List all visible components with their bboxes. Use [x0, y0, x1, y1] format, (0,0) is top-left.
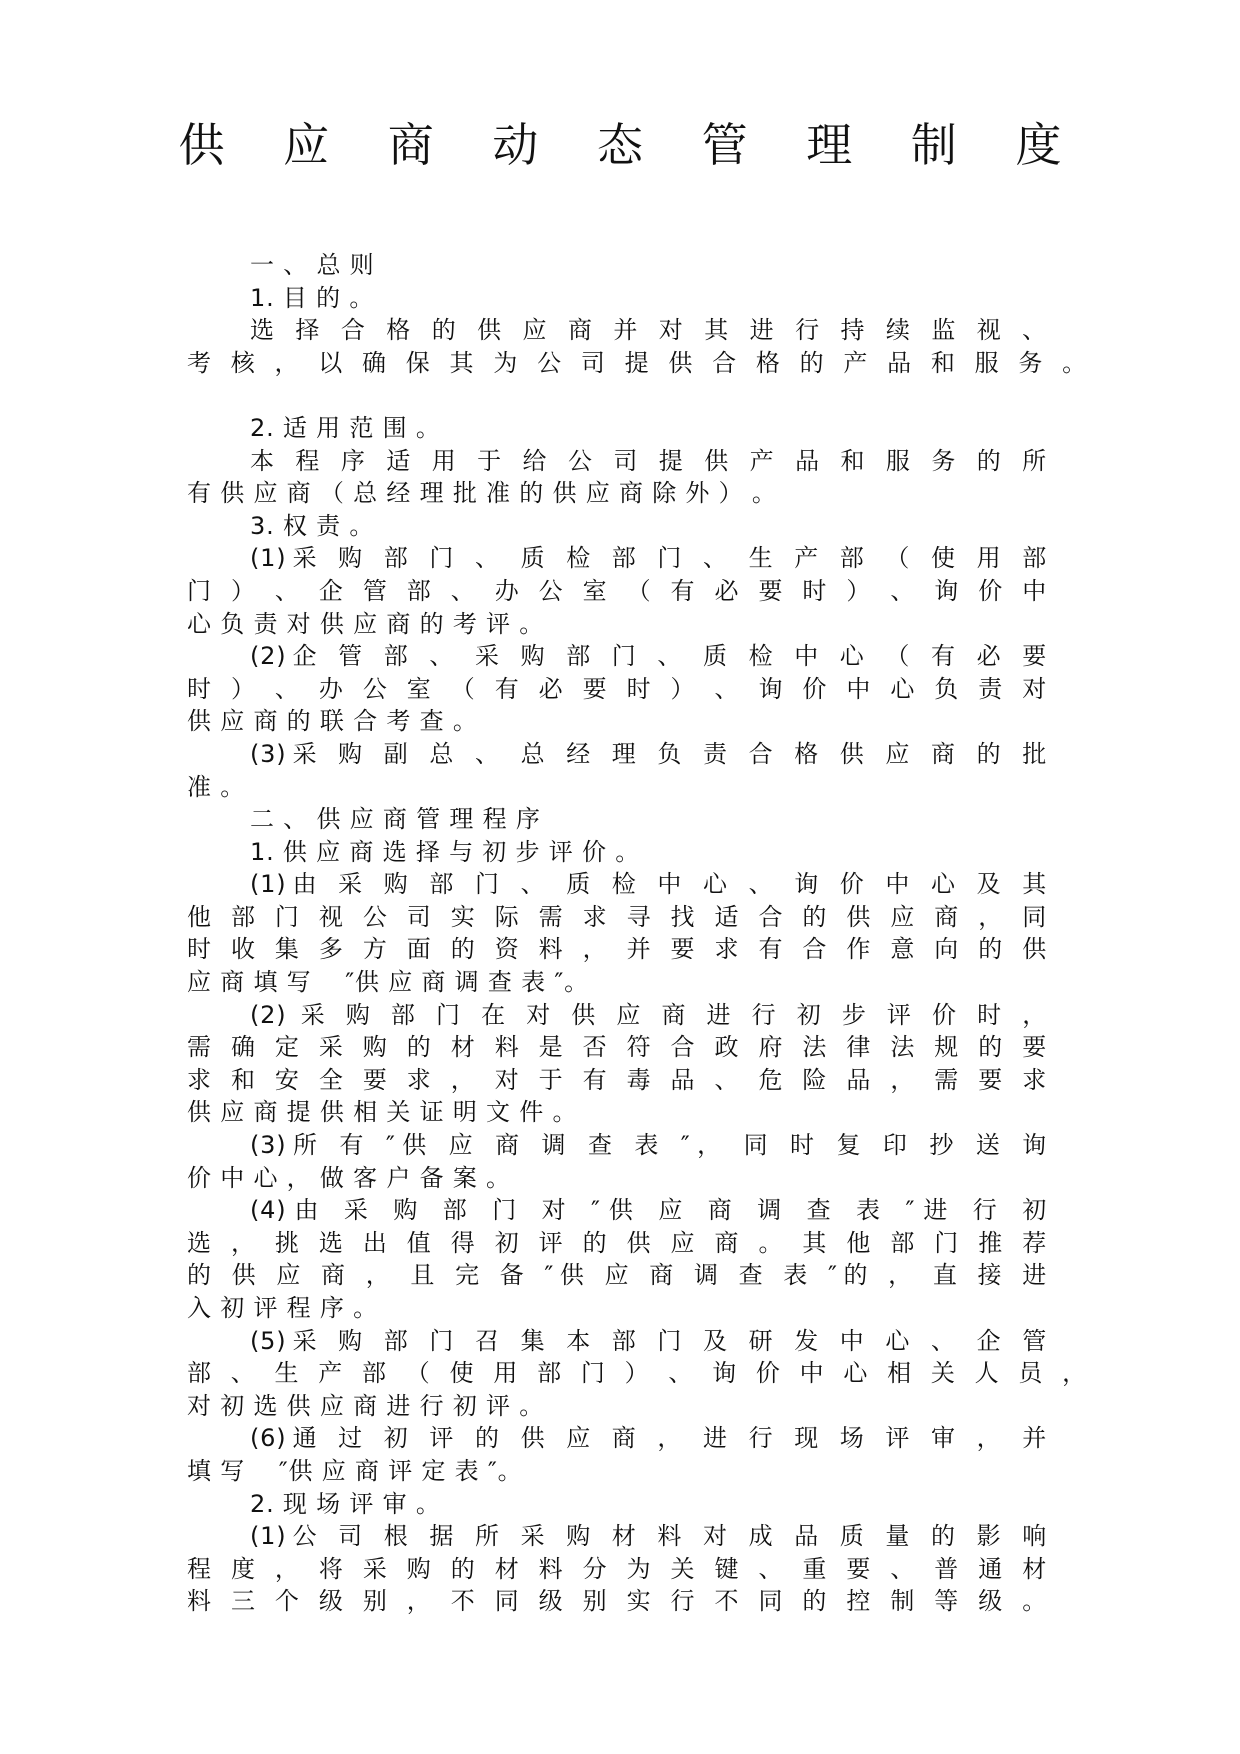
text-line: 有 供 应 商 （ 总 经 理 批 准 的 供 应 商 除 外 ） 。 — [187, 479, 777, 508]
text-line: 的 供 应 商 ， 且 完 备 ″供 应 商 调 查 表 ″的 ， 直 接 进 — [187, 1261, 1047, 1290]
text-line: 2. 适 用 范 围 。 — [250, 413, 441, 442]
document-body — [187, 249, 1087, 1618]
text-line: 供 应 商 提 供 相 关 证 明 文 件 。 — [187, 1098, 578, 1127]
text-line: (6)通 过 初 评 的 供 应 商 ， 进 行 现 场 评 审 ， 并 — [250, 1424, 1047, 1453]
blank-line — [187, 379, 1047, 412]
text-line: 部 、 生 产 部 （ 使 用 部 门 ） 、 询 价 中 心 相 关 人 员 ， — [187, 1359, 1087, 1388]
text-line: 2. 现 场 评 审 。 — [250, 1489, 441, 1518]
text-line: (2)企 管 部 、 采 购 部 门 、 质 检 中 心 （ 有 必 要 — [250, 642, 1047, 671]
text-line: 料 三 个 级 别 ， 不 同 级 别 实 行 不 同 的 控 制 等 级 。 — [187, 1587, 1047, 1616]
text-line: 3. 权 责 。 — [250, 511, 375, 540]
text-line: 考 核 ， 以 确 保 其 为 公 司 提 供 合 格 的 产 品 和 服 务 。 — [187, 348, 1087, 377]
text-line: 选 ， 挑 选 出 值 得 初 评 的 供 应 商 。 其 他 部 门 推 荐 — [187, 1228, 1047, 1257]
text-line: 一 、 总 则 — [250, 251, 375, 279]
text-line: 心 负 责 对 供 应 商 的 考 评 。 — [187, 609, 545, 638]
text-line: 时 ） 、 办 公 室 （ 有 必 要 时 ） 、 询 价 中 心 负 责 对 — [187, 674, 1047, 703]
text-line: (1)由 采 购 部 门 、 质 检 中 心 、 询 价 中 心 及 其 — [250, 870, 1047, 899]
text-line: 本 程 序 适 用 于 给 公 司 提 供 产 品 和 服 务 的 所 — [250, 446, 1047, 475]
text-line: (5)采 购 部 门 召 集 本 部 门 及 研 发 中 心 、 企 管 — [250, 1326, 1047, 1355]
text-line: (1)公 司 根 据 所 采 购 材 料 对 成 品 质 量 的 影 响 — [250, 1522, 1047, 1551]
text-line: 求 和 安 全 要 求 ， 对 于 有 毒 品 、 危 险 品 ， 需 要 求 — [187, 1065, 1047, 1094]
text-line: 价 中 心 ， 做 客 户 备 案 。 — [187, 1163, 511, 1192]
text-line: 1. 目 的 。 — [250, 283, 375, 312]
text-line: 他 部 门 视 公 司 实 际 需 求 寻 找 适 合 的 供 应 商 ， 同 — [187, 902, 1047, 931]
text-line: 时 收 集 多 方 面 的 资 料 ， 并 要 求 有 合 作 意 向 的 供 — [187, 935, 1047, 964]
text-line: (4)由 采 购 部 门 对 ″供 应 商 调 查 表 ″进 行 初 — [250, 1196, 1047, 1225]
text-line: 程 度 ， 将 采 购 的 材 料 分 为 关 键 、 重 要 、 普 通 材 — [187, 1554, 1047, 1583]
text-line: (3)采 购 副 总 、 总 经 理 负 责 合 格 供 应 商 的 批 — [250, 739, 1047, 768]
text-line: 入 初 评 程 序 。 — [187, 1294, 378, 1322]
text-line: 填 写 ″供 应 商 评 定 表 ″。 — [187, 1456, 523, 1485]
text-line: 门 ） 、 企 管 部 、 办 公 室 （ 有 必 要 时 ） 、 询 价 中 — [187, 576, 1047, 605]
document-title: 供 应 商 动 态 管 理 制 度 — [178, 118, 1084, 172]
text-line: 准 。 — [187, 772, 246, 801]
text-line: 二 、 供 应 商 管 理 程 序 — [250, 805, 541, 834]
text-line: (1)采 购 部 门 、 质 检 部 门 、 生 产 部 （ 使 用 部 — [250, 544, 1047, 573]
text-line: 对 初 选 供 应 商 进 行 初 评 。 — [187, 1391, 545, 1420]
text-line: (2) 采 购 部 门 在 对 供 应 商 进 行 初 步 评 价 时 ， — [250, 1000, 1047, 1029]
text-line: 应 商 填 写 ″供 应 商 调 查 表 ″。 — [187, 968, 589, 997]
text-line: 需 确 定 采 购 的 材 料 是 否 符 合 政 府 法 律 法 规 的 要 — [187, 1033, 1047, 1062]
text-line: (3)所 有 ″供 应 商 调 查 表 ″， 同 时 复 印 抄 送 询 — [250, 1131, 1047, 1160]
text-line: 选 择 合 格 的 供 应 商 并 对 其 进 行 持 续 监 视 、 — [250, 316, 1047, 345]
text-line: 供 应 商 的 联 合 考 查 。 — [187, 707, 478, 736]
text-line: 1. 供 应 商 选 择 与 初 步 评 价 。 — [250, 837, 641, 866]
